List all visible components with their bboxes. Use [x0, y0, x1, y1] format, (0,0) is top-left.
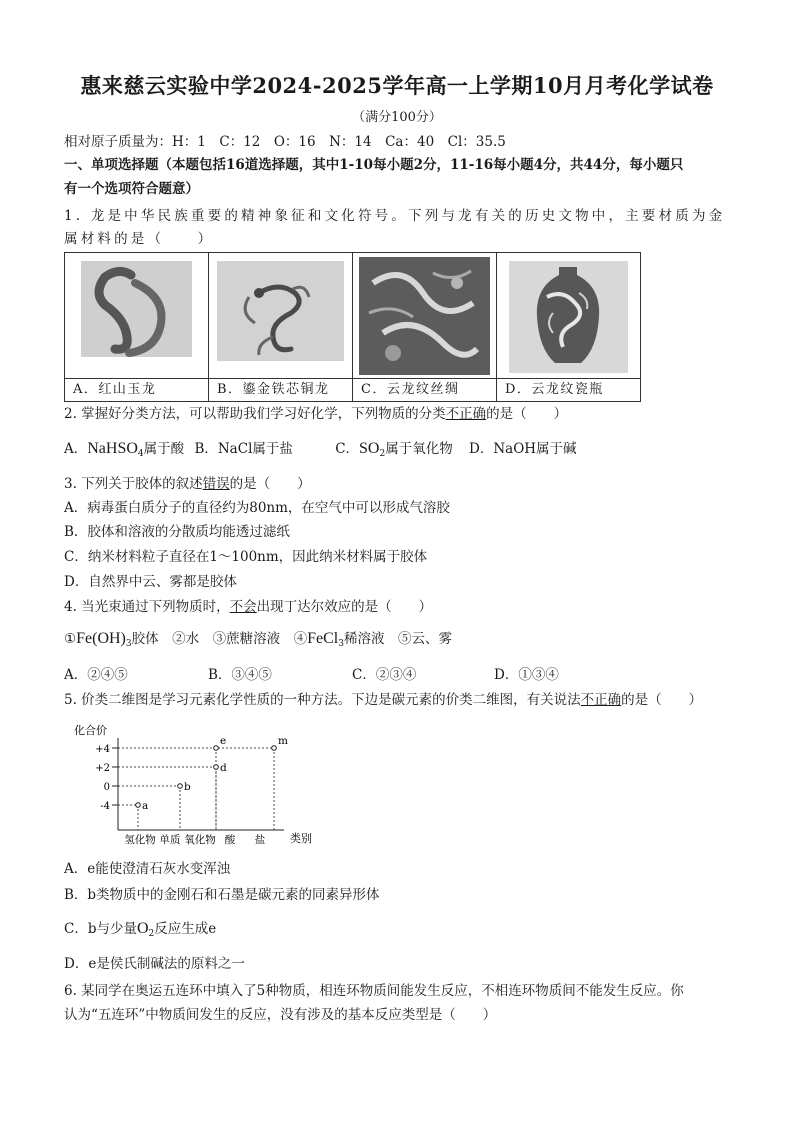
q5-option-b: B．b类物质中的金刚石和石墨是碳元素的同素异形体 [64, 887, 380, 903]
q1-stem-line-2: 属材料的是（ ） [64, 231, 215, 247]
point-b [178, 784, 183, 789]
q5-stem [64, 691, 702, 709]
point-label-e: e [220, 735, 227, 747]
atomic-mass-line: 相对原子质量为：H：1 C：12 O：16 N：14 Ca：40 Cl：35.5 [64, 134, 506, 150]
q2-option-a-label: A． [64, 441, 88, 457]
bronze-dragon-image [209, 253, 352, 378]
q3-option-d: D．自然界中云、雾都是胶体 [64, 574, 237, 590]
q1-option-c-label: C．云龙纹丝绸 [353, 378, 496, 401]
jade-dragon-image [65, 253, 208, 378]
point-label-b: b [184, 781, 191, 793]
q2-stem-text: 2. 掌握好分类方法，可以帮助我们学习好化学，下列物质的分类 [64, 406, 446, 422]
porcelain-vase-image [497, 253, 640, 378]
q1-image-table [64, 252, 641, 402]
q4-item-4-subscript: 3 [338, 639, 344, 649]
y-tick-label: 0 [103, 782, 110, 793]
x-category-label: 单质 [159, 834, 181, 846]
y-tick-label: +2 [95, 763, 110, 774]
q2-stem-end: 的是（ ） [486, 406, 568, 422]
q4-option-d: D．①③④ [494, 667, 559, 683]
q2-option-a-text: 属于酸 [143, 441, 185, 457]
q4-items-text: 胶体 ②水 ③蔗糖溶液 ④ [131, 631, 308, 647]
q2-option-c-formula: SO [359, 440, 380, 457]
q5-stem-text: 5. 价类二维图是学习元素化学性质的一种方法。下边是碳元素的价类二维图，有关说法 [64, 692, 581, 708]
q3-stem-end: 的是（ ） [229, 476, 311, 492]
q3-option-c: C．纳米材料粒子直径在1～100nm，因此纳米材料属于胶体 [64, 549, 428, 565]
q3-stem-text: 3. 下列关于胶体的叙述 [64, 476, 203, 492]
q1-option-a-label: A．红山玉龙 [65, 378, 208, 401]
q5-stem-end: 的是（ ） [621, 692, 703, 708]
q1-stem-line-1: 1. 龙是中华民族重要的精神象征和文化符号。下列与龙有关的历史文物中，主要材质为金 [64, 208, 726, 224]
q4-stem-emphasis: 不会 [229, 599, 257, 615]
q2-option-a-subscript: 4 [137, 449, 144, 459]
x-category-label: 氧化物 [184, 834, 216, 846]
section-heading-line-1: 一、单项选择题（本题包括16道选择题，其中1-10每小题2分，11-16每小题4分，共44分，每小题只 [64, 157, 684, 173]
q4-item-4-formula: FeCl [307, 630, 339, 647]
q2-stem [64, 405, 567, 423]
q4-item-1-subscript: 3 [125, 639, 132, 649]
q1-option-d-cell [497, 253, 641, 402]
q2-option-a-formula: NaHSO [87, 440, 138, 457]
q2-option-b: B．NaCl属于盐 [194, 441, 293, 457]
q1-option-c-cell [353, 253, 497, 402]
q2-option-d: D．NaOH属于碱 [469, 441, 577, 457]
point-d [214, 765, 219, 770]
q4-items-text-end: 稀溶液 ⑤云、雾 [343, 631, 452, 647]
q3-stem-emphasis: 错误 [202, 476, 230, 492]
q4-option-c: C．②③④ [352, 667, 417, 683]
q5-option-c-subscript: 2 [148, 929, 155, 939]
q2-stem-emphasis: 不正确 [445, 406, 487, 422]
q5-option-c-text-end: 反应生成e [154, 921, 217, 937]
section-heading-line-2: 有一个选项符合题意） [64, 181, 199, 197]
q1-option-a-cell [65, 253, 209, 402]
q1-option-b-label: B．鎏金铁芯铜龙 [209, 378, 352, 401]
y-tick-label: -4 [100, 801, 110, 812]
point-label-m: m [278, 735, 288, 747]
silk-dragon-image [353, 253, 496, 378]
q3-stem [64, 475, 311, 493]
q4-stem [64, 598, 432, 616]
q5-option-c [64, 920, 216, 943]
point-label-d: d [220, 762, 227, 774]
q3-option-b: B．胶体和溶液的分散质均能透过滤纸 [64, 524, 290, 540]
q5-option-c-formula: O [136, 920, 149, 937]
q2-options [64, 440, 577, 463]
q2-option-c-subscript: 2 [379, 449, 386, 459]
x-category-label: 酸 [224, 834, 236, 846]
point-m [272, 746, 277, 751]
page-title: 惠来慈云实验中学2024-2025学年高一上学期10月月考化学试卷 [80, 73, 714, 98]
q2-option-c-text: 属于氧化物 [385, 441, 453, 457]
valence-class-chart [64, 716, 334, 850]
point-label-a: a [142, 800, 149, 812]
q4-option-b: B．③④⑤ [208, 667, 272, 683]
q6-stem-line-1: 6. 某同学在奥运五连环中填入了5种物质，相连环物质间能发生反应，不相连环物质间不能发生反应。你 [64, 983, 684, 999]
chart-ylabel: 化合价 [74, 724, 107, 737]
chart-xlabel: 类别 [290, 832, 312, 845]
q5-option-d: D．e是侯氏制碱法的原料之一 [64, 956, 245, 972]
q4-stem-text: 4. 当光束通过下列物质时， [64, 599, 230, 615]
q5-option-a: A．e能使澄清石灰水变浑浊 [64, 861, 231, 877]
score-note: （满分100分） [352, 110, 442, 125]
point-a [136, 803, 141, 808]
q4-item-1-formula: Fe(OH) [76, 630, 126, 647]
q5-stem-emphasis: 不正确 [580, 692, 622, 708]
q5-option-c-text: C．b与少量 [64, 921, 137, 937]
x-category-label: 盐 [254, 834, 266, 846]
q3-option-a: A．病毒蛋白质分子的直径约为80nm，在空气中可以形成气溶胶 [64, 500, 450, 516]
q1-option-d-label: D．云龙纹瓷瓶 [497, 378, 640, 401]
q4-option-a: A．②④⑤ [64, 667, 128, 683]
q6-stem-line-2: 认为“五连环”中物质间发生的反应，没有涉及的基本反应类型是（ ） [64, 1007, 497, 1023]
x-category-label: 氢化物 [124, 834, 156, 846]
y-tick-label: +4 [95, 744, 110, 755]
q4-items [64, 630, 452, 653]
q4-item-1-number: ① [64, 631, 77, 647]
q4-stem-end: 出现丁达尔效应的是（ ） [256, 599, 433, 615]
q2-option-c-label: C． [335, 441, 360, 457]
point-e [214, 746, 219, 751]
q1-option-b-cell [209, 253, 353, 402]
